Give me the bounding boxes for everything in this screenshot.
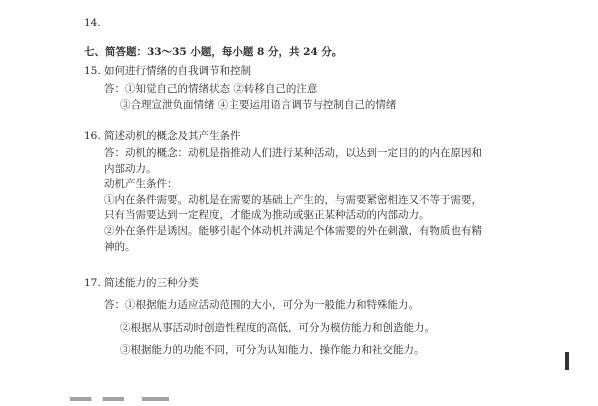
question-16-answer-line2: 内部动力。 (104, 163, 157, 175)
question-16-answer-line7: 神的。 (104, 241, 136, 253)
question-16-answer-line3: 动机产生条件： (104, 178, 178, 190)
section-heading-short-answer: 七、简答题：33～35 小题，每小题 8 分，共 24 分。 (84, 46, 343, 58)
question-16-answer-line1: 答：动机的概念：动机是指推动人们进行某种活动，以达到一定目的的内在原因和 (104, 147, 482, 159)
question-14-number: 14. (84, 17, 101, 29)
question-17-answer-line1: 答：①根据能力适应活动范围的大小，可分为一般能力和特殊能力。 (104, 299, 419, 311)
question-17-answer-line2: ②根据从事活动时创造性程度的高低，可分为模仿能力和创造能力。 (120, 322, 435, 334)
question-15-answer-line2: ③合理宣泄负面情绪 ④主要运用语言调节与控制自己的情绪 (120, 99, 397, 111)
question-16-text: 16. 简述动机的概念及其产生条件 (84, 130, 241, 142)
question-16-answer-line6: ②外在条件是诱因。能够引起个体动机并满足个体需要的外在刺激，有物质也有精 (104, 225, 482, 237)
question-16-answer-line4: ①内在条件需要。动机是在需要的基础上产生的，与需要紧密相连又不等于需要， (104, 194, 482, 206)
question-15-answer-line1: 答：①知觉自己的情绪状态 ②转移自己的注意 (104, 83, 318, 95)
scrollbar-thumb[interactable] (565, 352, 569, 370)
question-17-answer-line3: ③根据能力的功能不同，可分为认知能力、操作能力和社交能力。 (120, 344, 425, 356)
question-16-answer-line5: 只有当需要达到一定程度，才能成为推动或驱正某种活动的内部动力。 (104, 209, 430, 221)
question-15-text: 15. 如何进行情绪的自我调节和控制 (84, 65, 252, 77)
question-17-text: 17. 简述能力的三种分类 (84, 277, 199, 289)
cut-off-text-fragment (70, 397, 250, 401)
